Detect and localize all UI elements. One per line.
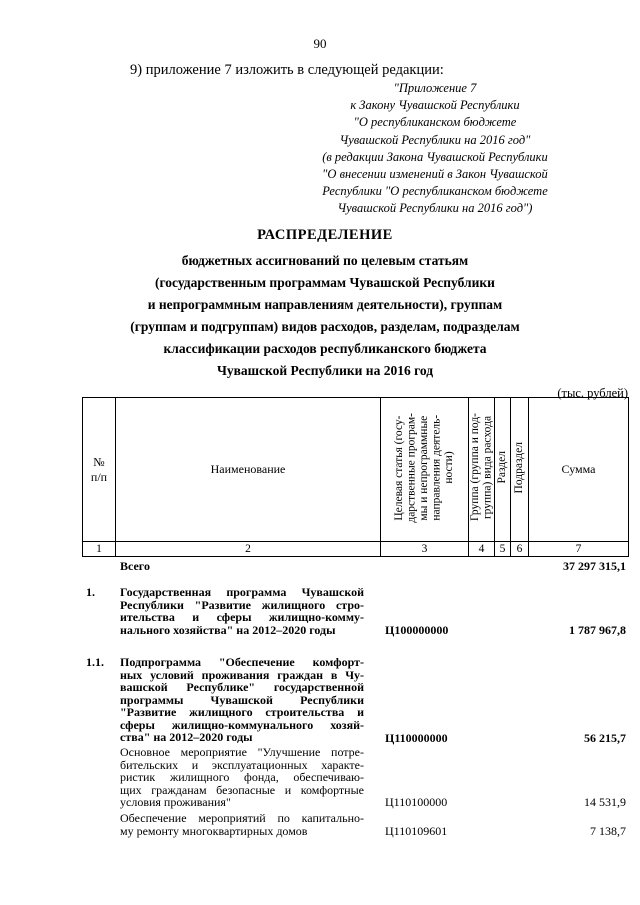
subactivity-code: Ц110109601 (385, 824, 448, 838)
appendix-line: Чувашской Республики на 2016 год" (339, 132, 531, 147)
header-expense-group: Группа (группа и под- группа) вида расхода (469, 398, 495, 542)
budget-table (82, 397, 629, 557)
column-number: 3 (381, 542, 469, 557)
total-label: Всего (120, 559, 150, 573)
total-sum: 37 297 315,1 (563, 559, 626, 573)
appendix-line: Республики "О республиканском бюджете (322, 184, 548, 199)
table-header-row (83, 398, 629, 542)
column-number-row (83, 542, 629, 557)
units-label: (тыс. рублей) (557, 386, 628, 400)
header-sum: Сумма (529, 398, 629, 542)
column-number: 7 (529, 542, 629, 557)
row-number: 1. (86, 585, 95, 599)
subtitle-line: (государственным программам Чувашской Республики (155, 275, 495, 290)
program-sum: 1 787 967,8 (569, 623, 626, 637)
document-title: РАСПРЕДЕЛЕНИЕ (257, 227, 393, 243)
program-code: Ц100000000 (385, 623, 449, 637)
activity-sum: 14 531,9 (584, 795, 626, 809)
subtitle-line: классификации расходов республиканского бюджета (163, 341, 487, 356)
subactivity-sum: 7 138,7 (590, 824, 626, 838)
page-number: 90 (313, 36, 327, 51)
subtitle-line: и непрограммным направлениям деятельности), группам (147, 297, 503, 312)
appendix-line: (в редакции Закона Чувашской Республики (322, 149, 548, 164)
header-num: № п/п (83, 398, 116, 542)
subtitle-line: бюджетных ассигнований по целевым статьям (181, 253, 469, 268)
subactivity-name: Обеспечение мероприятий по капитально- му ремонту многоквартирных домов (120, 811, 364, 838)
header-subsection: Подраздел (511, 398, 529, 542)
subtitle-line: (группам и подгруппам) видов расходов, разделам, подразделам (130, 319, 520, 334)
column-number: 4 (469, 542, 495, 557)
appendix-line: "Приложение 7 (393, 81, 477, 95)
column-number: 1 (83, 542, 116, 557)
appendix-line: "О республиканском бюджете (353, 115, 517, 130)
subprogram-name: Подпрограмма "Обеспечение комфорт- ных условий проживания граждан в Чу- вашской Республике" государственной программы Чувашской Республики "Развитие жилищного строительства и сферы жилищно-коммунального хозяй- ства" на 2012–2020 годы (120, 655, 364, 744)
amendment-instruction: 9) приложение 7 изложить в следующей редакции: (130, 62, 444, 78)
column-number: 5 (495, 542, 511, 557)
header-target-article: Целевая статья (госу- дарственные програм- мы и непрограммные направления деятель- ности) (381, 398, 469, 542)
subprogram-code: Ц110000000 (385, 731, 448, 745)
subprogram-sum: 56 215,7 (584, 731, 626, 745)
activity-code: Ц110100000 (385, 795, 448, 809)
row-number: 1.1. (86, 655, 104, 669)
activity-name: Основное мероприятие "Улучшение потре- бительских и эксплуатационных характе- ристик жилищного фонда, обеспечиваю- щих гражданам безопасные и комфортные условия проживания" (120, 745, 364, 809)
column-number: 2 (116, 542, 381, 557)
column-number: 6 (511, 542, 529, 557)
subtitle-line: Чувашской Республики на 2016 год (216, 363, 434, 378)
document-heading (80, 227, 570, 382)
program-name: Государственная программа Чувашской Республики "Развитие жилищного стро- ительства и сферы жилищно-комму- нального хозяйства" на 2012–2020 годы (120, 585, 364, 637)
header-section: Раздел (495, 398, 511, 542)
appendix-line: Чувашской Республики на 2016 год") (337, 201, 533, 216)
appendix-reference (280, 80, 590, 218)
appendix-line: "О внесении изменений в Закон Чувашской (322, 167, 548, 182)
appendix-line: к Закону Чувашской Республики (350, 98, 520, 113)
header-name: Наименование (116, 398, 381, 542)
